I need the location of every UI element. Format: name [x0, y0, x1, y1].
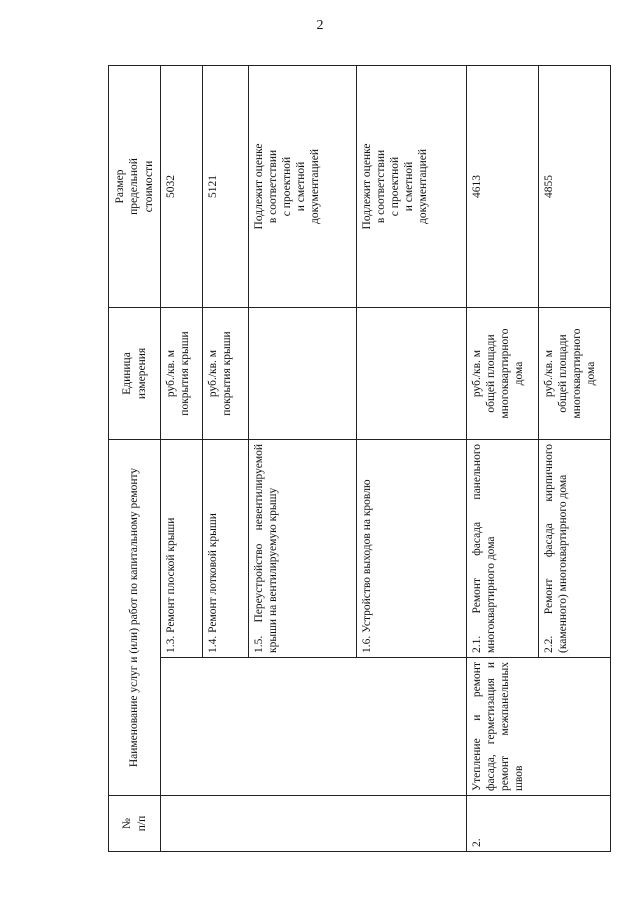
unit-cell: руб./кв. м покрытия крыши	[161, 307, 203, 439]
cost-cell: Подлежит оценке в соответствии с проектной и сметной документацией	[249, 65, 357, 307]
rotated-table-wrapper	[108, 66, 598, 852]
cost-cell: 5121	[203, 65, 249, 307]
num-cell: 2.	[467, 796, 611, 852]
header-service: Наименование услуг и (или) работ по капитальному ремонту	[109, 439, 161, 795]
header-unit: Единица измерения	[109, 307, 161, 439]
header-num: № п/п	[109, 796, 161, 852]
sub-item-cell: 1.3. Ремонт плоской крыши	[161, 439, 203, 657]
num-cell	[161, 796, 467, 852]
unit-cell: руб./кв. м покрытия крыши	[203, 307, 249, 439]
cost-cell: 4613	[467, 65, 539, 307]
unit-cell	[357, 307, 467, 439]
page-number: 2	[316, 18, 324, 33]
sub-item-cell: 1.5. Переустройство невентилируемой крыши на вентилируемую крышу	[249, 439, 357, 657]
sub-item-cell: 1.4. Ремонт лотковой крыши	[203, 439, 249, 657]
service-cell	[161, 658, 467, 796]
unit-cell: руб./кв. м общей площади многоквартирного дома	[467, 307, 539, 439]
sub-item-cell: 2.1. Ремонт фасада панельного многоквартирного дома	[467, 439, 539, 657]
cost-cell: Подлежит оценке в соответствии с проектной и сметной документацией	[357, 65, 467, 307]
cost-cell: 5032	[161, 65, 203, 307]
table-row	[161, 65, 203, 851]
sub-item-cell: 1.6. Устройство выходов на кровлю	[357, 439, 467, 657]
unit-cell: руб./кв. м общей площади многоквартирного дома	[539, 307, 611, 439]
cost-cell: 4855	[539, 65, 611, 307]
table-row	[467, 65, 539, 851]
header-cost: Размер предельной стоимости	[109, 65, 161, 307]
table-header-row	[109, 65, 161, 851]
capital-repair-cost-table	[108, 65, 611, 852]
sub-item-cell: 2.2. Ремонт фасада кирпичного (каменного) многоквартирного дома	[539, 439, 611, 657]
service-cell: Утепление и ремонт фасада, герметизация и ремонт межпанельных швов	[467, 658, 611, 796]
unit-cell	[249, 307, 357, 439]
